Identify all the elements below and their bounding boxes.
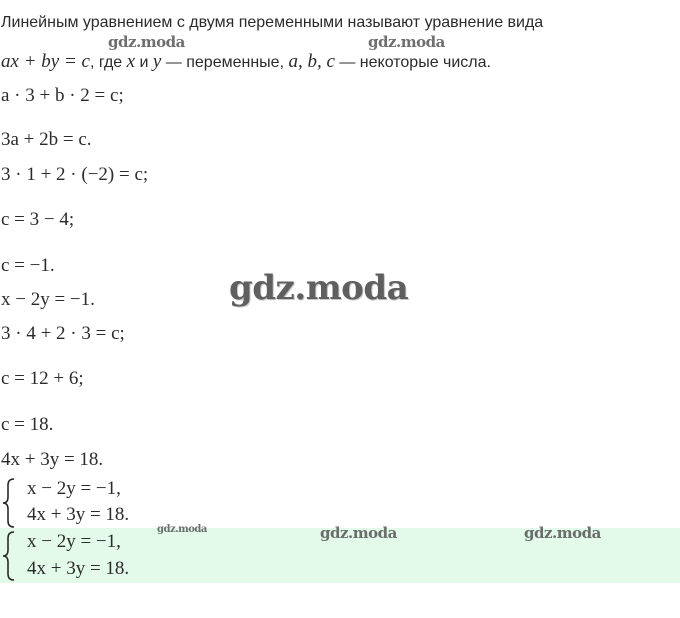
answer-row-2: 4x + 3y = 18. [27,558,130,579]
definition-text-1: , где [89,54,127,71]
variable-x: x [126,51,136,72]
system-row-1: x − 2y = −1, [27,478,121,499]
answer-system [0,530,200,582]
equation-line: c = 12 + 6; [1,368,84,389]
equation-line: c = 18. [1,414,54,435]
equation-line: 3a + 2b = c. [1,129,92,150]
watermark: gdz.moda [157,524,207,535]
equation-line: a · 3 + b · 2 = c; [1,85,124,106]
equation-line: c = −1. [1,255,55,276]
watermark: gdz.moda [108,33,185,51]
left-brace-icon [0,477,18,529]
equation-system [0,477,200,529]
left-brace-icon [0,530,18,582]
watermark: gdz.moda [229,268,409,308]
equation-line: x − 2y = −1. [1,289,95,310]
variable-y: y [152,51,162,72]
definition-text-2: — переменные, [161,54,289,71]
definition-and: и [135,54,153,71]
definition-line [1,51,491,73]
equation-line: 3 · 4 + 2 · 3 = c; [1,323,125,344]
definition-text-3: — некоторые числа. [334,54,491,71]
watermark: gdz.moda [368,33,445,51]
equation-line: 4x + 3y = 18. [1,449,104,470]
answer-row-1: x − 2y = −1, [27,531,121,552]
watermark: gdz.moda [524,524,601,542]
definition-params: a, b, c [288,51,335,72]
equation-line: 3 · 1 + 2 · (−2) = c; [1,164,149,185]
system-row-2: 4x + 3y = 18. [27,504,130,525]
definition-equation: ax + by = c [1,51,90,72]
intro-text: Линейным уравнением с двумя переменными называют уравнение вида [1,14,544,31]
watermark: gdz.moda [320,524,397,542]
equation-line: c = 3 − 4; [1,209,75,230]
